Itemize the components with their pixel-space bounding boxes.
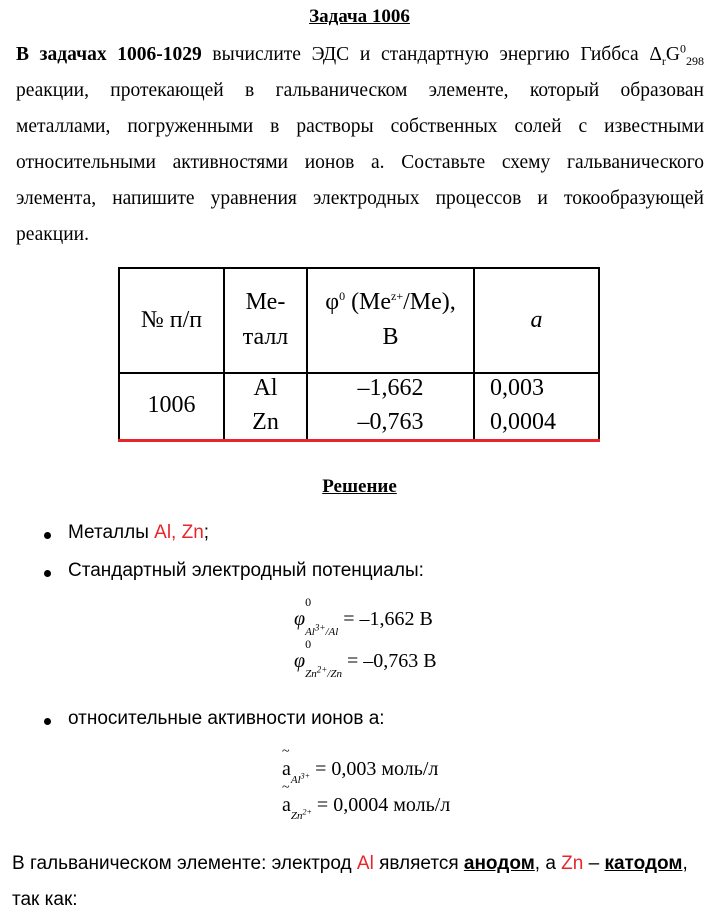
cell-activity-al: 0,003 [490, 375, 544, 401]
intro-sub-r: r [661, 53, 666, 68]
cell-potential-al: –1,662 [357, 375, 424, 401]
bullet-dot [44, 718, 51, 725]
cell-number: 1006 [147, 392, 196, 418]
intro-bold: В задачах 1006-1029 [16, 44, 202, 65]
intro-sub-298: 298 [686, 53, 704, 68]
formula-phi-al: φ 0 $_{Al^{3+}/Al}$ = –1,662 В [294, 595, 433, 638]
header-metal-2: талл [242, 324, 289, 350]
formula-a-al: ~ $a_{Al^{3+}} = 0,003$ моль/л [282, 744, 439, 786]
row-divider [120, 372, 598, 374]
formula-a-zn: ~ $a_{Zn^{2+}} = 0,0004$ моль/л [282, 780, 451, 822]
header-metal-1: Ме- [245, 289, 286, 315]
formula-phi-zn: φ 0 $_{Zn^{2+}/Zn}$ = –0,763 В [294, 637, 437, 680]
header-potential-unit: В [382, 324, 399, 350]
intro-g: G [665, 44, 680, 65]
solution-title: Решение [322, 476, 397, 497]
problem-statement [16, 37, 704, 253]
header-num: № п/п [140, 307, 203, 333]
col-divider [473, 269, 475, 439]
intro-text-before: вычислите ЭДС и стандартную энергию Гиббса Δ [201, 44, 662, 65]
zn-red: Zn [561, 853, 584, 874]
cell-metal-zn: Zn [252, 409, 279, 435]
bullet-dot [44, 570, 51, 577]
header-potential: $\varphi^0$ $(Me^{z+}/Me)$, [325, 289, 456, 315]
table-underline [118, 439, 600, 442]
cell-metal-al: Al [253, 375, 278, 401]
problem-title: Задача 1006 [309, 6, 410, 27]
cell-activity-zn: 0,0004 [490, 409, 556, 435]
metals-red: Al, Zn [154, 522, 204, 543]
cathode-label: катодом [604, 853, 683, 874]
anode-label: анодом [463, 853, 535, 874]
cell-potential-zn: –0,763 [357, 409, 424, 435]
al-red: Al [356, 853, 374, 874]
header-activity: a [530, 307, 543, 333]
intro-sup-0: 0 [680, 41, 686, 56]
intro-text-after: реакции, протекающей в гальваническом элементе, который образован металлами, погруженными в растворы собственных солей с известными относительными активностями ионов a. Составьте схему гальванического элемента, напишите уравнения электродных процессов и токообразующей реакции. [16, 80, 704, 245]
bullet-dot [44, 532, 51, 539]
data-table [118, 267, 600, 441]
conclusion-text: В гальваническом элементе: электрод Al является анодом, а Zn – катодом, так как: [12, 853, 688, 910]
